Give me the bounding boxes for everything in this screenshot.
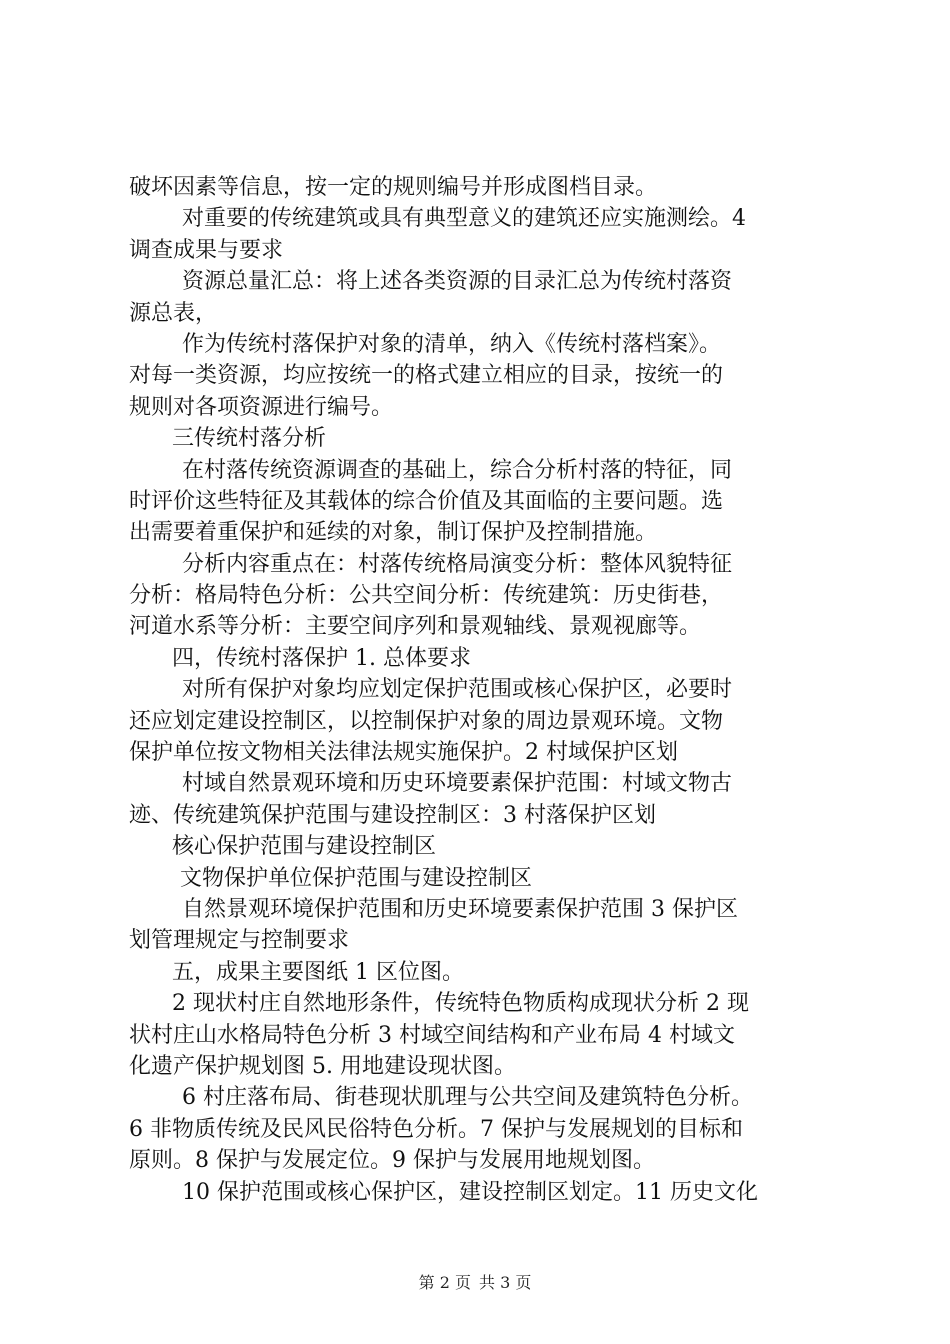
page-total: 共 3 页 [479, 1273, 532, 1292]
section-heading: 三传统村落分析 [172, 426, 327, 452]
text-line: 化遗产保护规划图 5. 用地建设现状图。 [129, 1053, 516, 1079]
text-line: 时评价这些特征及其载体的综合价值及其面临的主要问题。选 [129, 488, 724, 514]
text-line: 6 非物质传统及民风民俗特色分析。7 保护与发展规划的目标和 [129, 1116, 743, 1142]
text-line: 破坏因素等信息，按一定的规则编号并形成图档目录。 [129, 175, 658, 200]
text-line: 10 保护范围或核心保护区，建设控制区划定。11 历史文化 [182, 1179, 758, 1205]
text-line: 还应划定建设控制区，以控制保护对象的周边景观环境。文物 [129, 708, 724, 734]
text-line: 对重要的传统建筑或具有典型意义的建筑还应实施测绘。4 [182, 206, 746, 232]
section-heading: 四，传统村落保护 1. 总体要求 [172, 645, 471, 671]
text-line: 源总表， [129, 300, 218, 326]
text-line: 资源总量汇总：将上述各类资源的目录汇总为传统村落资 [182, 269, 733, 295]
text-line: 保护单位按文物相关法律法规实施保护。2 村域保护区划 [129, 740, 678, 766]
text-line: 文物保护单位保护范围与建设控制区 [180, 865, 533, 891]
text-line: 状村庄山水格局特色分析 3 村域空间结构和产业布局 4 村域文 [129, 1022, 735, 1048]
text-line: 分析内容重点在：村落传统格局演变分析：整体风貌特征 [182, 551, 733, 577]
text-line: 规则对各项资源进行编号。 [129, 394, 394, 420]
text-line: 对每一类资源，均应按统一的格式建立相应的目录，按统一的 [129, 363, 724, 389]
text-line: 河道水系等分析：主要空间序列和景观轴线、景观视廊等。 [129, 614, 702, 640]
text-line: 自然景观环境保护范围和历史环境要素保护范围 3 保护区 [182, 896, 738, 922]
text-line: 迹、传统建筑保护范围与建设控制区：3 村落保护区划 [129, 802, 656, 828]
page-number: 第 2 页 [418, 1273, 471, 1292]
text-line: 在村落传统资源调查的基础上，综合分析村落的特征，同 [182, 457, 733, 483]
text-line: 2 现状村庄自然地形条件，传统特色物质构成现状分析 2 现 [172, 991, 749, 1017]
document-body [129, 172, 829, 1208]
section-heading: 五，成果主要图纸 1 区位图。 [172, 959, 464, 985]
text-line: 调查成果与要求 [129, 237, 284, 263]
text-line: 村域自然景观环境和历史环境要素保护范围：村域文物古 [182, 771, 733, 797]
text-line: 划管理规定与控制要求 [129, 928, 350, 954]
text-line: 对所有保护对象均应划定保护范围或核心保护区，必要时 [182, 677, 733, 703]
text-line: 分析：格局特色分析：公共空间分析：传统建筑：历史街巷， [129, 583, 724, 609]
text-line: 作为传统村落保护对象的清单，纳入《传统村落档案》。 [182, 331, 722, 357]
text-line: 原则。8 保护与发展定位。9 保护与发展用地规划图。 [129, 1148, 655, 1174]
text-line: 核心保护范围与建设控制区 [172, 834, 437, 860]
page-footer [0, 1273, 950, 1293]
text-line: 出需要着重保护和延续的对象，制订保护及控制措施。 [129, 520, 658, 546]
text-line: 6 村庄落布局、街巷现状肌理与公共空间及建筑特色分析。 [182, 1085, 753, 1111]
